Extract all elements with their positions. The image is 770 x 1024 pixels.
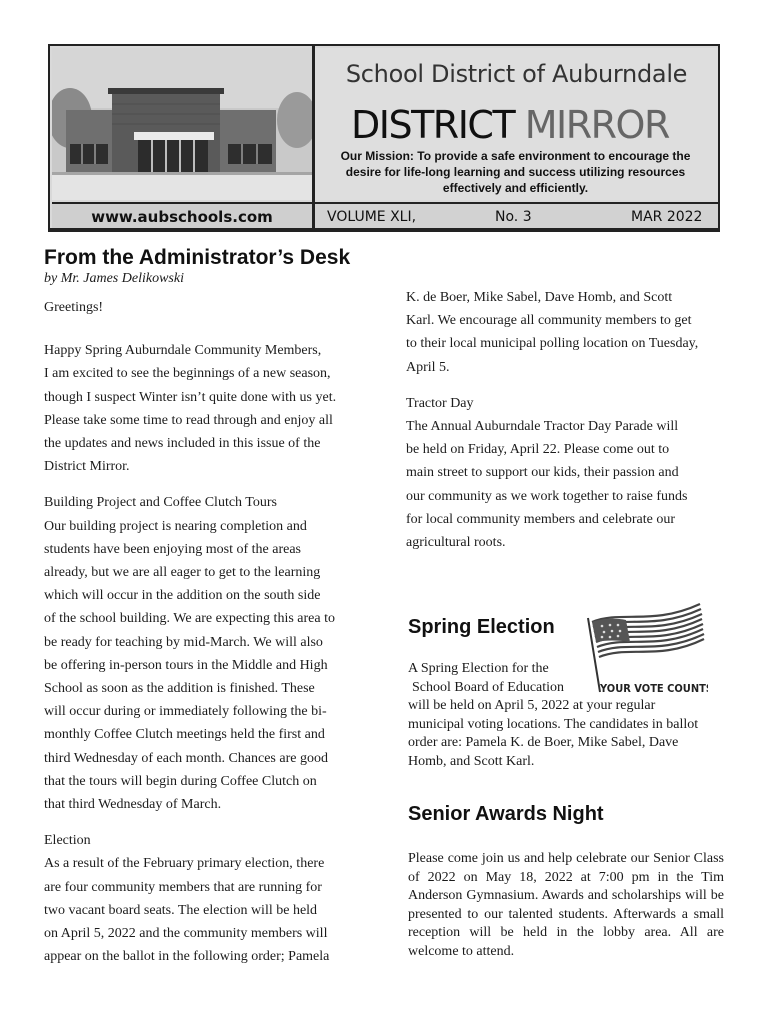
- election-line: As a result of the February primary election, there: [44, 856, 325, 872]
- building-line: monthly Coffee Clutch meetings held the first and: [44, 727, 325, 743]
- tractor-line: The Annual Auburndale Tractor Day Parade will: [406, 419, 679, 435]
- building-line: already, but we are all eager to get to the learning: [44, 565, 321, 581]
- building-line: will occur during or immediately following the bi-: [44, 704, 327, 720]
- building-line: students have been enjoying most of the areas: [44, 541, 301, 557]
- tractor-line: for local community members and celebrate our: [406, 511, 676, 527]
- district-name: School District of Auburndale: [345, 60, 688, 88]
- issue-info-bar: [315, 202, 718, 230]
- mission-statement: Our Mission: To provide a safe environment to encourage the desire for life-long learning and success utilizing resources effectively and efficiently.: [340, 149, 691, 195]
- election-line: appear on the ballot in the following order; Pamela: [44, 949, 330, 965]
- election-title: Election: [44, 833, 91, 849]
- admin-byline: by Mr. James Delikowski: [44, 271, 184, 286]
- tractor-paragraph: [406, 415, 736, 554]
- intro-line: Please take some time to read through and enjoy all: [44, 412, 333, 428]
- senior-awards-text: [408, 850, 724, 962]
- election-line: are four community members that are running for: [44, 879, 322, 895]
- spring-line: School Board of Education: [412, 679, 565, 695]
- title-word-district: DISTRICT: [351, 103, 515, 147]
- spring-line: Homb, and Scott Karl.: [408, 753, 535, 769]
- intro-line: I am excited to see the beginnings of a new season,: [44, 366, 331, 382]
- volume-label: VOLUME XLI,: [327, 209, 417, 225]
- building-line: that the tours will begin during Coffee Clutch on: [44, 773, 317, 789]
- admin-column-left: [44, 296, 374, 968]
- senior-awards-paragraph: Please come join us and help celebrate our Senior Class of 2022 on May 18, 2022 at 7:00 pm in the Tim Anderson Gymnasium. Awards and scholarships will be presented to our talented students. Afterwards a small reception will be held in the lobby area. All are welcome to attend.: [408, 851, 724, 959]
- election-line: two vacant board seats. The election will be held: [44, 902, 318, 918]
- building-line: be ready for teaching by mid-March. We will also: [44, 634, 323, 650]
- spring-line: will be held on April 5, 2022 at your regular: [408, 698, 656, 714]
- spring-line: A Spring Election for the: [408, 661, 549, 676]
- tractor-line: agricultural roots.: [406, 535, 506, 551]
- senior-awards-heading: Senior Awards Night: [408, 803, 604, 825]
- election-line: K. de Boer, Mike Sabel, Dave Homb, and Scott: [406, 290, 673, 305]
- election-paragraph: [44, 852, 374, 968]
- spring-election-heading: Spring Election: [408, 616, 555, 638]
- election-continued: [406, 286, 736, 379]
- greeting: Greetings!: [44, 300, 104, 315]
- intro-line: though I suspect Winter isn’t quite done with us yet.: [44, 389, 337, 405]
- title-word-mirror: MIRROR: [524, 103, 669, 147]
- admin-column-right: [406, 286, 736, 554]
- newsletter-title: [351, 104, 669, 146]
- intro-line: District Mirror.: [44, 459, 130, 475]
- spring-line: municipal voting locations. The candidates in ballot: [408, 716, 699, 732]
- title-panel: [315, 48, 718, 200]
- intro-paragraph: [44, 339, 374, 478]
- election-line: to their local municipal polling location on Tuesday,: [406, 336, 699, 352]
- intro-line: Happy Spring Auburndale Community Members,: [44, 343, 322, 359]
- intro-line: the updates and news included in this issue of the: [44, 436, 321, 452]
- election-line: Karl. We encourage all community members to get: [406, 313, 692, 329]
- issue-date: MAR 2022: [631, 209, 703, 225]
- masthead: [48, 44, 720, 230]
- building-line: that third Wednesday of March.: [44, 797, 222, 813]
- tractor-line: our community as we work together to raise funds: [406, 488, 688, 504]
- election-line: April 5.: [406, 359, 450, 375]
- school-building-photo: [52, 48, 312, 200]
- flag-caption: YOUR VOTE COUNTS: [600, 682, 708, 694]
- building-line: which will occur in the addition on the south side: [44, 588, 321, 604]
- masthead-rule: [48, 228, 720, 232]
- tractor-line: main street to support our kids, their passion and: [406, 465, 679, 481]
- building-paragraph: [44, 515, 374, 817]
- spring-election-text: [408, 660, 728, 772]
- admin-desk-heading: From the Administrator’s Desk: [44, 246, 351, 269]
- website-link[interactable]: www.aubschools.com: [52, 202, 312, 230]
- building-line: Our building project is nearing completion and: [44, 518, 307, 534]
- tractor-day-title: Tractor Day: [406, 395, 474, 411]
- tractor-line: be held on Friday, April 22. Please come out to: [406, 442, 670, 458]
- building-line: third Wednesday of each month. Chances are good: [44, 750, 328, 766]
- election-line: on April 5, 2022 and the community members will: [44, 926, 328, 942]
- issue-number: No. 3: [495, 209, 532, 225]
- building-line: School as soon as the addition is finished. These: [44, 681, 315, 697]
- building-line: be offering in-person tours in the Middle and High: [44, 657, 328, 673]
- spring-line: order are: Pamela K. de Boer, Mike Sabel, Dave: [408, 735, 679, 751]
- building-line: of the school building. We are expecting this area to: [44, 611, 335, 627]
- building-project-title: Building Project and Coffee Clutch Tours: [44, 495, 277, 511]
